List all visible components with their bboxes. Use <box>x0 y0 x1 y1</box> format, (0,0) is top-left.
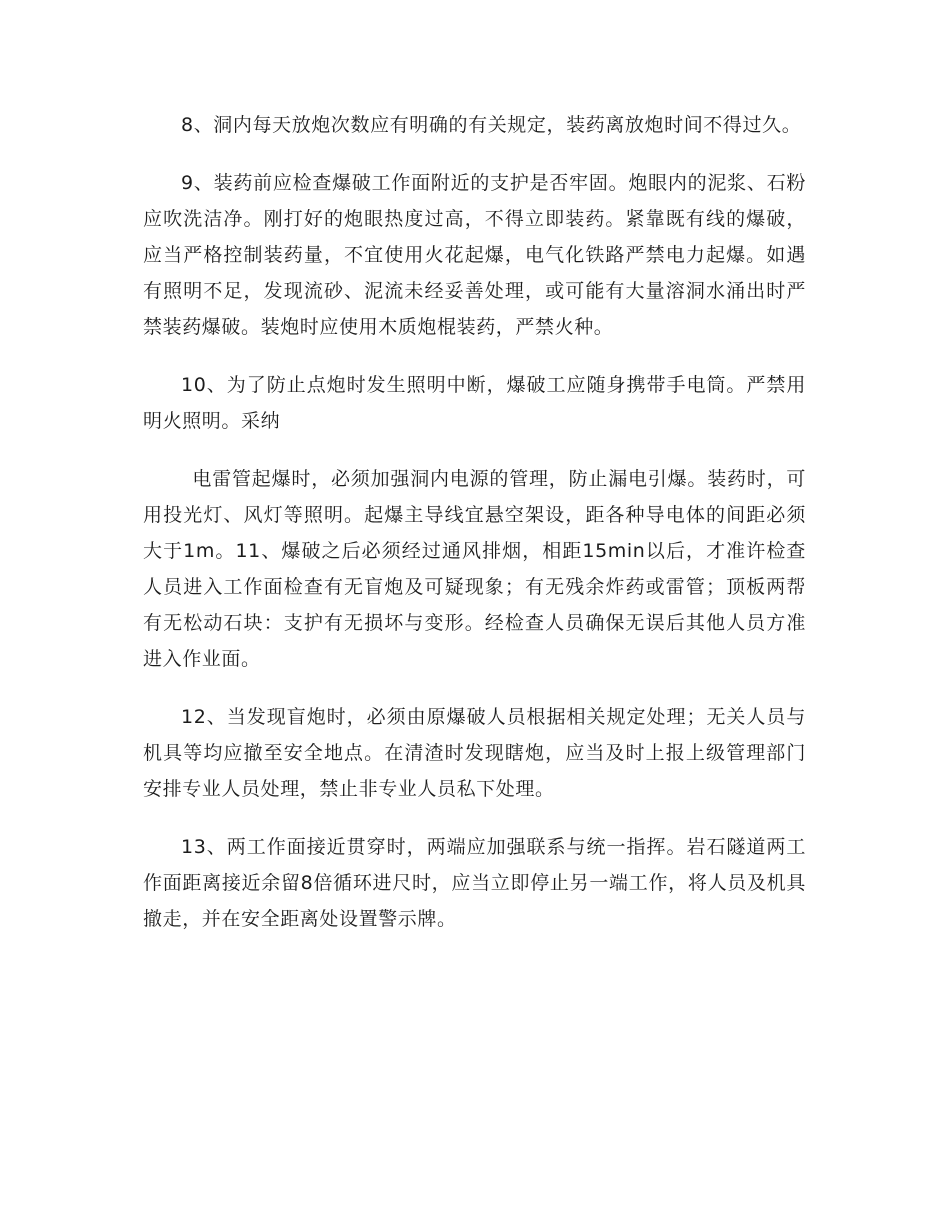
paragraph-12: 12、当发现盲炮时，必须由原爆破人员根据相关规定处理；无关人员与机具等均应撤至安全地点。在清渣时发现瞎炮，应当及时上报上级管理部门安排专业人员处理，禁止非专业人员私下处理。 <box>143 706 806 800</box>
paragraph-13: 13、两工作面接近贯穿时，两端应加强联系与统一指挥。岩石隧道两工作面距离接近余留8倍循环进尺时，应当立即停止另一端工作，将人员及机具撤走，并在安全距离处设置警示牌。 <box>143 836 806 930</box>
paragraph-electric-detonator: 电雷管起爆时，必须加强洞内电源的管理，防止漏电引爆。装药时，可用投光灯、风灯等照明。起爆主导线宜悬空架设，距各种导电体的间距必须大于1m。11、爆破之后必须经过通风排烟，相距15min以后，才准许检查人员进入工作面检查有无盲炮及可疑现象；有无残余炸药或雷管；顶板两帮有无松动石块：支护有无损坏与变形。经检查人员确保无误后其他人员方准进入作业面。 <box>143 468 806 670</box>
paragraph-9: 9、装药前应检查爆破工作面附近的支护是否牢固。炮眼内的泥浆、石粉应吹洗洁净。刚打好的炮眼热度过高，不得立即装药。紧靠既有线的爆破，应当严格控制装药量，不宜使用火花起爆，电气化铁路严禁电力起爆。如遇有照明不足，发现流砂、泥流未经妥善处理，或可能有大量溶洞水涌出时严禁装药爆破。装炮时应使用木质炮棍装药，严禁火种。 <box>143 172 806 338</box>
document-body <box>143 107 806 959</box>
paragraph-8: 8、洞内每天放炮次数应有明确的有关规定，装药离放炮时间不得过久。 <box>181 114 802 136</box>
paragraph-10: 10、为了防止点炮时发生照明中断，爆破工应随身携带手电筒。严禁用明火照明。采纳 <box>143 374 806 432</box>
